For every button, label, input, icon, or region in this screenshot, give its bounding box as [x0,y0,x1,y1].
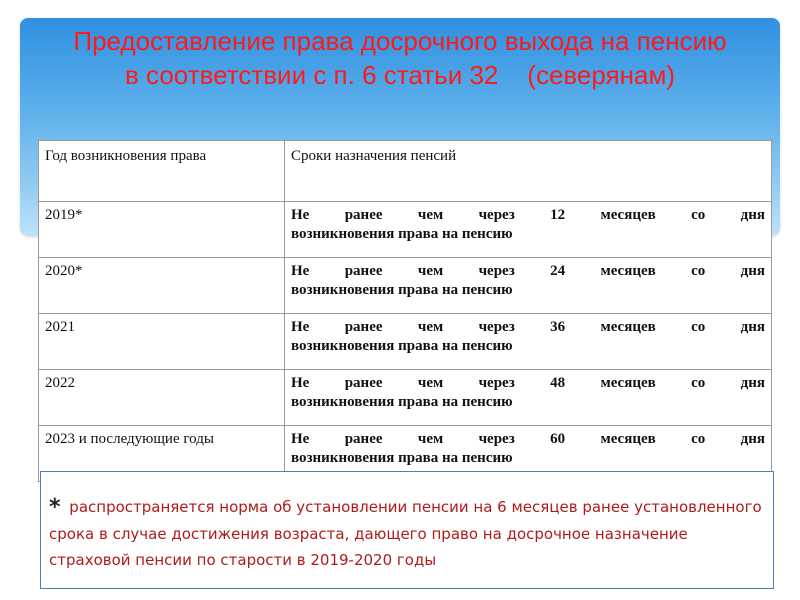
header-terms: Сроки назначения пенсий [285,141,772,202]
table-header-row [39,141,772,202]
header-year: Год возникновения права [39,141,285,202]
pension-terms-table [38,140,772,482]
slide-title-line-2: в соответствии с п. 6 статьи 32 (северянам) [125,60,675,90]
row-year: 2022 [39,370,285,426]
row-term [285,258,772,314]
row-term-line-2: возникновения права на пенсию [291,394,513,410]
row-year: 2019* [39,202,285,258]
table-row [39,258,772,314]
row-term-line-2: возникновения права на пенсию [291,282,513,298]
row-term [285,202,772,258]
footnote-asterisk: * [49,495,61,520]
row-term-line-1: Не ранее чем через 48 месяцев со дня [291,375,765,391]
row-term-line-1: Не ранее чем через 60 месяцев со дня [291,431,765,447]
table-row [39,314,772,370]
footnote-box [40,471,774,589]
slide-title [0,24,800,92]
row-term-line-2: возникновения права на пенсию [291,450,513,466]
slide-title-line-1: Предоставление права досрочного выхода на пенсию [73,26,727,56]
footnote-text: распространяется норма об установлении пенсии на 6 месяцев ранее установленного срока в случае достижения возраста, дающего право на досрочное назначение страховой пенсии по старости в 2019-2020 годы [49,498,762,569]
table-row [39,202,772,258]
row-year: 2023 и последующие годы [39,426,285,482]
row-term-line-1: Не ранее чем через 24 месяцев со дня [291,263,765,279]
row-term-line-2: возникновения права на пенсию [291,338,513,354]
row-term [285,370,772,426]
row-term-line-1: Не ранее чем через 12 месяцев со дня [291,207,765,223]
row-term-line-1: Не ранее чем через 36 месяцев со дня [291,319,765,335]
row-year: 2020* [39,258,285,314]
row-term [285,314,772,370]
row-term-line-2: возникновения права на пенсию [291,226,513,242]
table-row [39,370,772,426]
row-year: 2021 [39,314,285,370]
